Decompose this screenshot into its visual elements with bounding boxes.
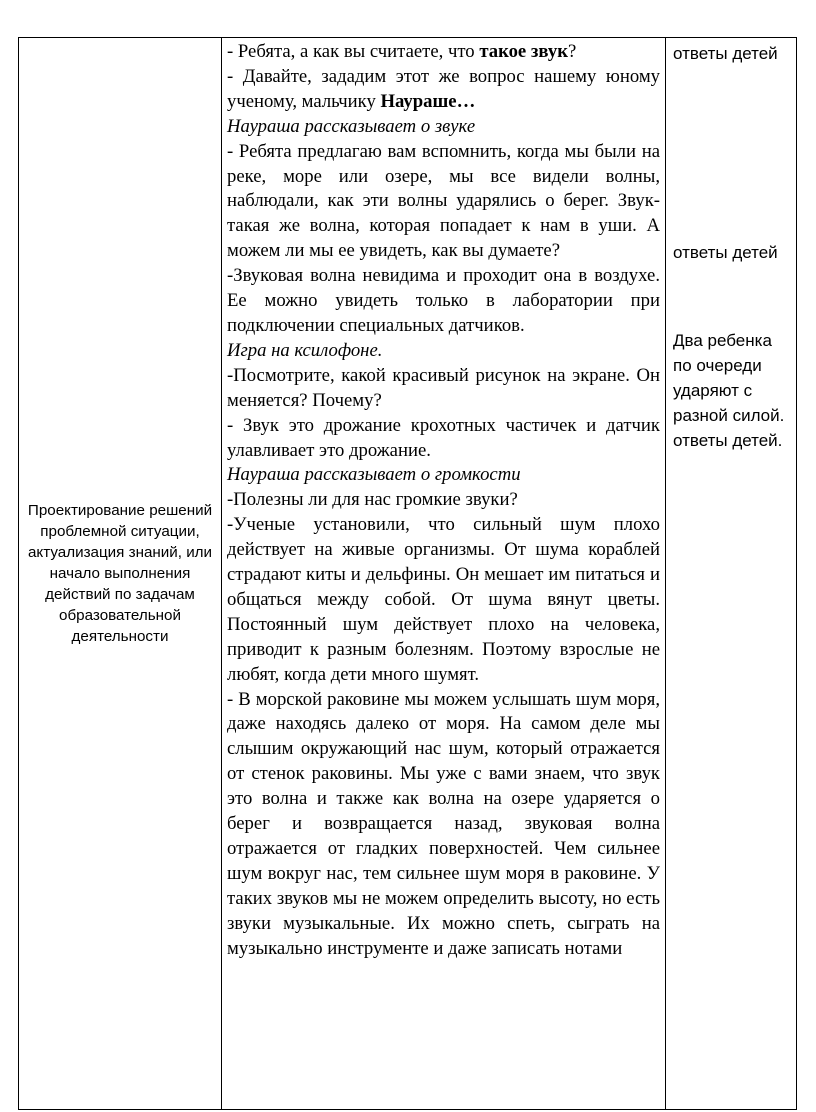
stage-cell bbox=[19, 38, 222, 1110]
note-xylophone-activity: Два ребенка по очереди ударяют с разной силой. ответы детей. bbox=[673, 331, 785, 450]
screen-picture-paragraph: -Посмотрите, какой красивый рисунок на экране. Он меняется? Почему? bbox=[227, 364, 660, 411]
invisible-wave-paragraph: -Звуковая волна невидима и проходит она в воздухе. Ее можно увидеть только в лаборатории при подключении специальных датчиков. bbox=[227, 265, 660, 336]
lesson-table bbox=[18, 37, 797, 1110]
note-answers-1: ответы детей bbox=[673, 44, 778, 63]
seashell-paragraph: - В морской раковине мы можем услышать шум моря, даже находясь далеко от моря. На самом деле мы слышим окружающий нас шум, который отражается от стенок раковины. Мы уже с вами знаем, что звук это волна и также как волна на озере ударяется о берег и возвращается назад, звуковая волна отражается от гладких поверхностей. Чем сильнее шум вокруг нас, тем сильнее шум моря в раковине. У таких звуков мы не можем определить высоту, но есть звуки музыкальные. Их можно спеть, сыграть на музыкально инструменте и даже записать нотами bbox=[227, 688, 660, 959]
waves-paragraph: - Ребята предлагаю вам вспомнить, когда мы были на реке, море или озере, мы все видели волны, наблюдали, как эти волны ударялись о берег. Звук- такая же волна, которая попадает к нам в уши. А можем ли мы ее увидеть, как вы думаете? bbox=[227, 140, 660, 262]
stage-text: Проектирование решений проблемной ситуации, актуализация знаний, или начало выполнения действий по задачам образовательной деятельности bbox=[27, 502, 213, 645]
table-row bbox=[19, 38, 797, 1110]
notes-cell bbox=[666, 38, 797, 1110]
note-answers-2: ответы детей bbox=[673, 243, 778, 262]
ask-naurasha-bold: Наураше… bbox=[380, 90, 476, 112]
vibration-paragraph: - Звук это дрожание крохотных частичек и датчик улавливает это дрожание. bbox=[227, 414, 660, 461]
naurasha-loudness-heading: Наураша рассказывает о громкости bbox=[227, 464, 521, 486]
question-sound-bold: такое звук bbox=[479, 41, 568, 62]
xylophone-heading: Игра на ксилофоне. bbox=[227, 339, 383, 361]
question-sound-text: - Ребята, а как вы считаете, что bbox=[227, 41, 480, 62]
loud-sounds-question: -Полезны ли для нас громкие звуки? bbox=[227, 489, 518, 511]
question-sound bbox=[227, 40, 660, 65]
noise-harm-paragraph: -Ученые установили, что сильный шум плохо действует на живые организмы. От шума кораблей страдают киты и дельфины. Он мешает им питаться и общаться между собой. От шума вянут цветы. Постоянный шум действует плохо на человека, приводит к разным болезням. Поэтому взрослые не любят, когда дети много шумят. bbox=[227, 514, 660, 685]
question-sound-end: ? bbox=[567, 41, 577, 62]
ask-naurasha bbox=[227, 65, 660, 115]
ask-naurasha-text: - Давайте, зададим этот же вопрос нашему юному ученому, мальчику bbox=[227, 65, 660, 112]
naurasha-sound-heading: Наураша рассказывает о звуке bbox=[227, 115, 476, 137]
content-cell bbox=[222, 38, 666, 1110]
